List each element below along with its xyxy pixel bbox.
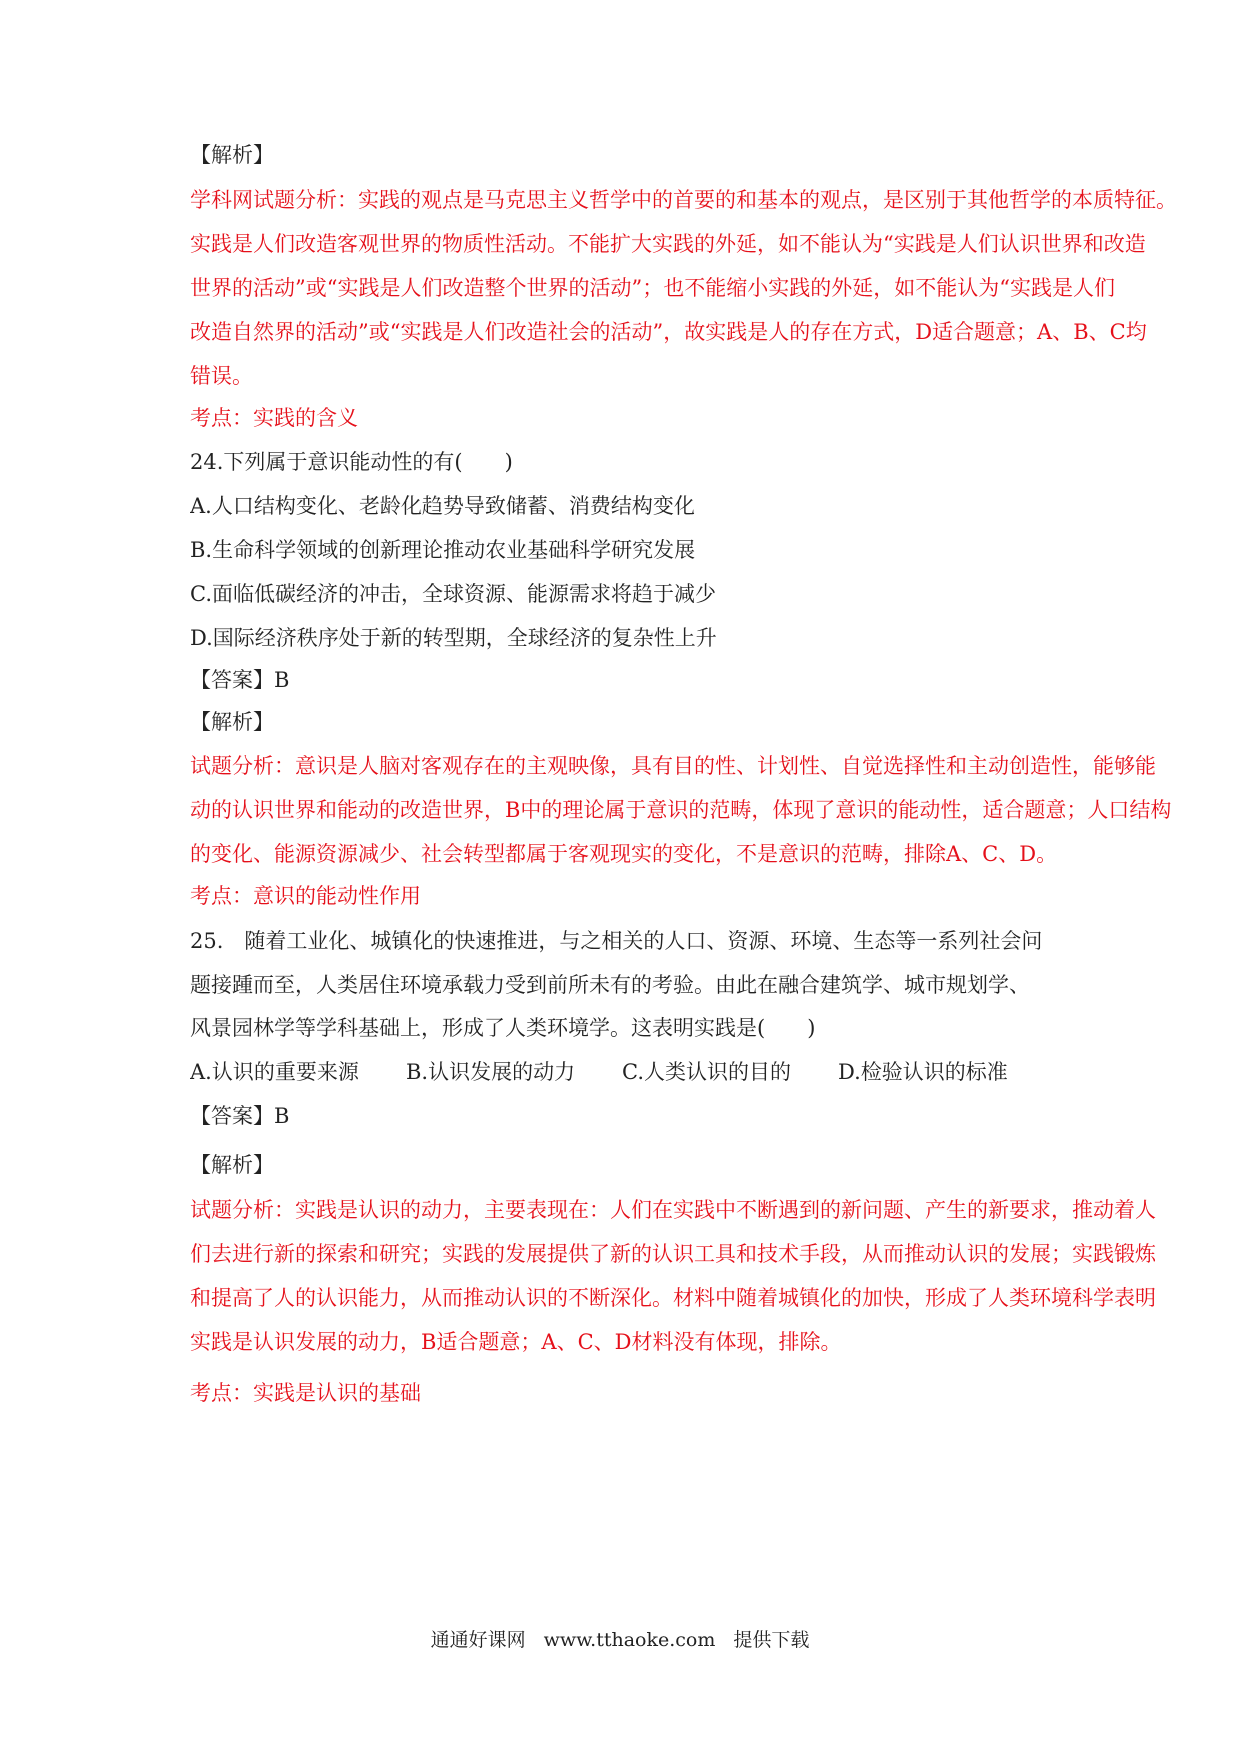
q25-analysis-line: 们去进行新的探索和研究；实践的发展提供了新的认识工具和技术手段，从而推动认识的发展；实践锻炼 [190,1242,1156,1266]
q24-analysis-label: 【解析】 [190,710,274,734]
q24-analysis-line: 的变化、能源资源减少、社会转型都属于客观现实的变化，不是意识的范畴，排除A、C、D。 [190,842,1058,866]
q25-question-line: 风景园林学等学科基础上，形成了人类环境学。这表明实践是( ) [190,1016,816,1040]
q23-analysis-line: 改造自然界的活动”或“实践是人们改造社会的活动”，故实践是人的存在方式，D适合题意；A、B、C均 [190,320,1147,344]
q24-answer: 【答案】B [190,668,290,692]
q25-point: 考点：实践是认识的基础 [190,1381,421,1405]
q24-analysis-line: 试题分析：意识是人脑对客观存在的主观映像，具有目的性、计划性、自觉选择性和主动创造性，能够能 [190,754,1156,778]
q25-option-c: C.人类认识的目的 [622,1060,791,1084]
footer-url[interactable]: www.tthaoke.com [543,1629,716,1651]
q24-point: 考点：意识的能动性作用 [190,884,421,908]
q24-analysis-line: 动的认识世界和能动的改造世界，B中的理论属于意识的范畴，体现了意识的能动性，适合题意；人口结构 [190,798,1172,822]
q24-option-d: D.国际经济秩序处于新的转型期，全球经济的复杂性上升 [190,626,717,650]
q25-analysis-line: 试题分析：实践是认识的动力，主要表现在：人们在实践中不断遇到的新问题、产生的新要求，推动着人 [190,1198,1156,1222]
q23-point: 考点：实践的含义 [190,406,358,430]
q23-analysis-line: 实践是人们改造客观世界的物质性活动。不能扩大实践的外延，如不能认为“实践是人们认识世界和改造 [190,232,1146,256]
q25-option-d: D.检验认识的标准 [838,1060,1008,1084]
q23-analysis-label: 【解析】 [190,143,274,167]
q25-option-a: A.认识的重要来源 [190,1060,359,1084]
footer-site-name: 通通好课网 [430,1629,526,1651]
q25-question-line: 25. 随着工业化、城镇化的快速推进，与之相关的人口、资源、环境、生态等一系列社会问 [190,929,1043,953]
q23-analysis-line: 学科网试题分析：实践的观点是马克思主义哲学中的首要的和基本的观点，是区别于其他哲学的本质特征。 [190,188,1177,212]
footer-suffix: 提供下载 [733,1629,810,1651]
page-footer [0,1626,1240,1654]
q25-analysis-label: 【解析】 [190,1153,274,1177]
q24-option-a: A.人口结构变化、老龄化趋势导致储蓄、消费结构变化 [190,494,695,518]
q23-analysis-line: 世界的活动”或“实践是人们改造整个世界的活动”；也不能缩小实践的外延，如不能认为“实践是人们 [190,276,1115,300]
q25-analysis-line: 和提高了人的认识能力，从而推动认识的不断深化。材料中随着城镇化的加快，形成了人类环境科学表明 [190,1286,1156,1310]
q25-analysis-line: 实践是认识发展的动力，B适合题意；A、C、D材料没有体现，排除。 [190,1330,842,1354]
q24-option-c: C.面临低碳经济的冲击，全球资源、能源需求将趋于减少 [190,582,716,606]
q24-option-b: B.生命科学领域的创新理论推动农业基础科学研究发展 [190,538,696,562]
q25-question-line: 题接踵而至，人类居住环境承载力受到前所未有的考验。由此在融合建筑学、城市规划学、 [190,973,1030,997]
q23-analysis-line: 错误。 [190,364,253,388]
q25-options [190,1057,1205,1087]
q25-option-b: B.认识发展的动力 [406,1060,576,1084]
q24-question: 24.下列属于意识能动性的有( ) [190,450,513,474]
q25-answer: 【答案】B [190,1104,290,1128]
